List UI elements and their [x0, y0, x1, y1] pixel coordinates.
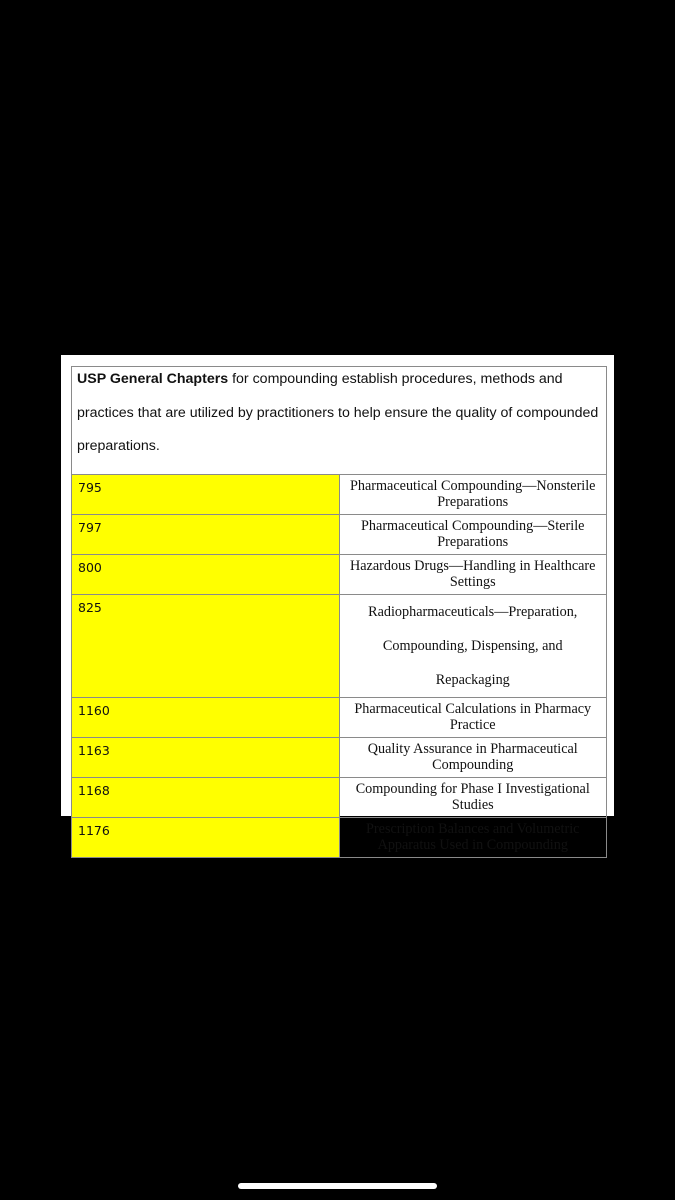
chapter-number: 800	[72, 555, 340, 595]
table-row	[72, 698, 607, 738]
home-indicator[interactable]	[238, 1183, 437, 1189]
intro-bold-heading: USP General Chapters	[77, 371, 229, 387]
table-row	[72, 515, 607, 555]
table-row	[72, 475, 607, 515]
chapter-title: Pharmaceutical Compounding—Sterile Preparations	[339, 515, 607, 555]
document-image	[61, 355, 614, 853]
table-row	[72, 818, 607, 858]
chapter-title: Quality Assurance in Pharmaceutical Compounding	[339, 738, 607, 778]
chapter-title: Compounding for Phase I Investigational Studies	[339, 778, 607, 818]
intro-body-text: for compounding establish procedures, methods and practices that are utilized by practitioners to help ensure the quality of compounded preparations.	[77, 371, 599, 454]
chapter-number: 825	[72, 595, 340, 698]
chapter-title: Prescription Balances and Volumetric Apparatus Used in Compounding	[339, 818, 607, 858]
intro-cell	[72, 367, 607, 475]
table-row	[72, 778, 607, 818]
chapter-title: Pharmaceutical Compounding—Nonsterile Preparations	[339, 475, 607, 515]
chapter-number: 1160	[72, 698, 340, 738]
chapter-number: 1163	[72, 738, 340, 778]
chapter-title: Radiopharmaceuticals—Preparation, Compounding, Dispensing, and Repackaging	[339, 595, 607, 698]
chapter-number: 1168	[72, 778, 340, 818]
usp-chapters-table	[71, 366, 607, 858]
chapter-title: Pharmaceutical Calculations in Pharmacy Practice	[339, 698, 607, 738]
table-row	[72, 595, 607, 698]
chapter-title: Hazardous Drugs—Handling in Healthcare Settings	[339, 555, 607, 595]
intro-paragraph	[77, 363, 606, 464]
chapter-number: 795	[72, 475, 340, 515]
chapter-number: 1176	[72, 818, 340, 858]
table-row	[72, 555, 607, 595]
table-row	[72, 738, 607, 778]
chapter-number: 797	[72, 515, 340, 555]
intro-row	[72, 367, 607, 475]
